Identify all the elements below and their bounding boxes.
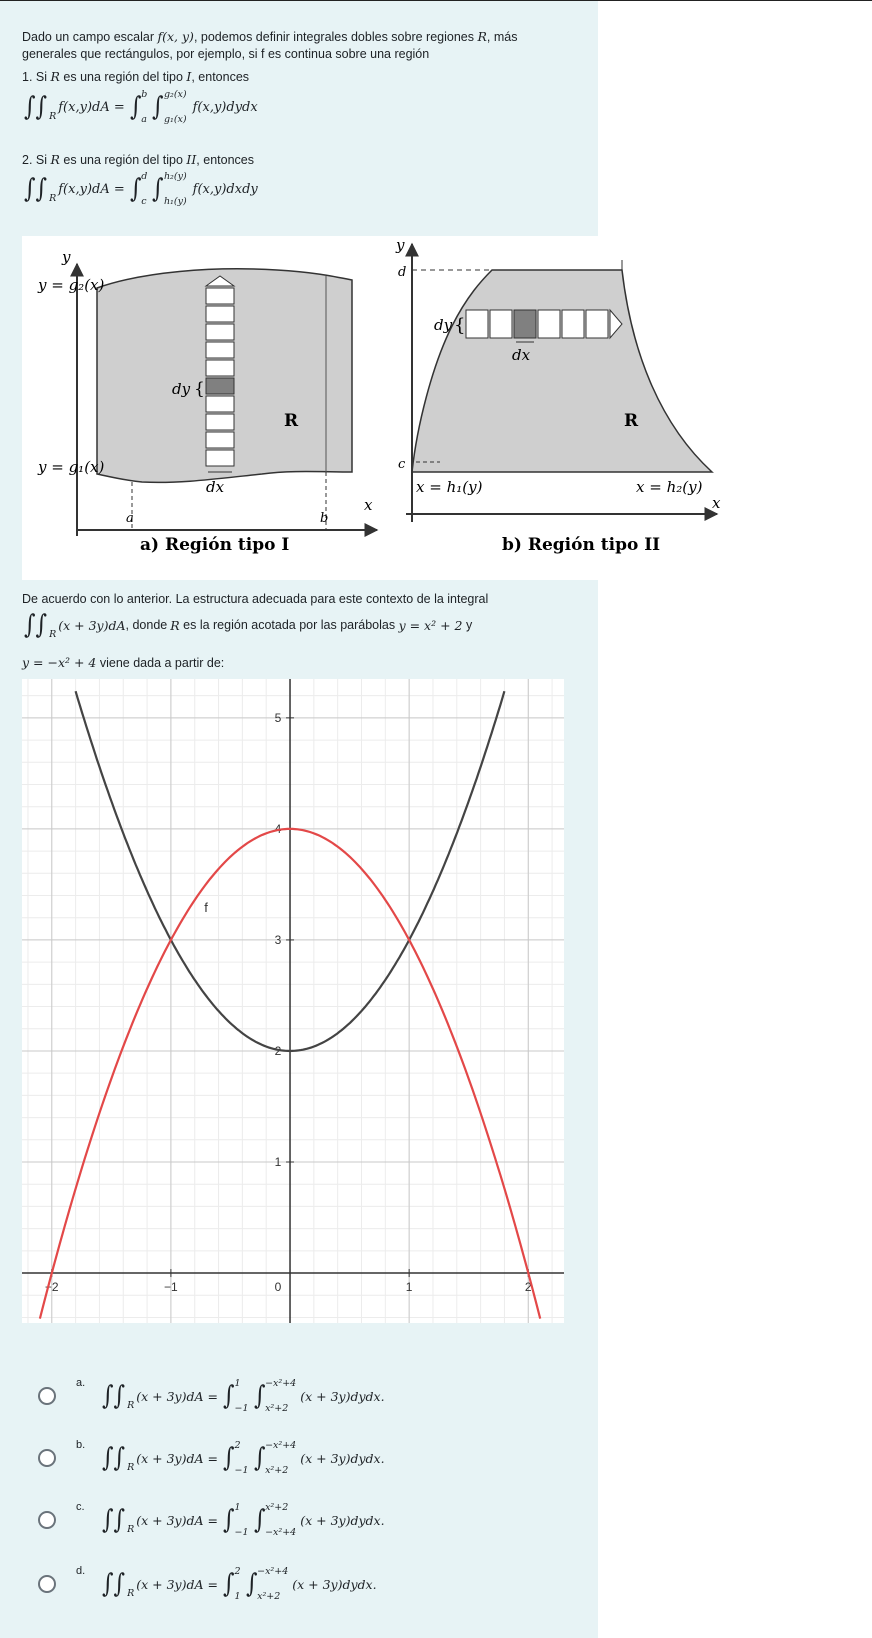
- lower-limit: x²+2: [257, 1591, 281, 1602]
- dx-label: dx: [206, 478, 225, 496]
- type2-formula: [22, 171, 258, 207]
- formula-integrand: f(x,y)dxdy: [192, 181, 258, 197]
- curve2: y = −x² + 4: [22, 655, 97, 670]
- upper-limit: 2: [234, 1566, 241, 1577]
- x-tick-label: −1: [164, 1280, 178, 1295]
- x-tick-label: 2: [524, 1280, 532, 1295]
- double-integral-icon: ∫∫: [102, 1569, 126, 1599]
- left-curve-label: x = h₁(y): [416, 478, 483, 496]
- option-formula: [100, 1378, 385, 1414]
- question-line-3: [22, 654, 224, 672]
- inner-limits: [265, 1440, 297, 1476]
- upper-limit: h₂(y): [163, 171, 187, 182]
- case-text: es una región del tipo: [59, 70, 187, 84]
- region-type: I: [186, 69, 192, 84]
- y-tick-label: 1: [274, 1155, 282, 1169]
- option-letter: c.: [76, 1501, 85, 1513]
- lower-limit: −1: [234, 1403, 249, 1414]
- question-text: , donde: [125, 618, 168, 632]
- outer-limits: [234, 1440, 249, 1476]
- case-text: 2. Si: [22, 153, 51, 167]
- type1-diagram: [37, 248, 377, 555]
- integral-subscript: R: [49, 110, 57, 122]
- b-label: b: [320, 511, 329, 526]
- upper-limit: 1: [234, 1502, 241, 1513]
- intro-line-1: [22, 28, 517, 46]
- outer-limits: [234, 1378, 249, 1414]
- c-label: c: [398, 457, 406, 472]
- formula-lhs: f(x,y)dA =: [58, 99, 125, 115]
- option-integrand: (x + 3y)dydx.: [292, 1576, 377, 1592]
- option-formula: [100, 1502, 385, 1538]
- intro-line-2: generales que rectángulos, por ejemplo, si f es continua sobre una región: [22, 47, 430, 61]
- region-diagrams: [22, 236, 790, 580]
- double-integral-icon: ∫∫: [24, 610, 48, 640]
- integral-icon: ∫: [253, 1443, 266, 1473]
- case1-text: [22, 68, 249, 86]
- integral-subscript: R: [49, 192, 57, 204]
- integral-icon: ∫: [253, 1505, 266, 1535]
- y-tick-label: 4: [274, 821, 282, 836]
- y-tick-label: 5: [274, 710, 282, 725]
- integral-icon: ∫: [152, 92, 164, 122]
- integral-icon: ∫: [222, 1381, 235, 1411]
- option-lhs: (x + 3y)dA =: [136, 1512, 218, 1528]
- right-curve-label: x = h₂(y): [636, 478, 703, 496]
- brace-icon: {: [454, 315, 466, 336]
- option-integrand: (x + 3y)dydx.: [300, 1388, 385, 1404]
- lower-limit: 1: [234, 1591, 241, 1602]
- upper-limit: −x²+4: [265, 1440, 297, 1451]
- x-axis-label: x: [712, 494, 721, 512]
- y-axis-label: y: [62, 248, 71, 266]
- caption-type1: a) Región tipo I: [140, 535, 290, 555]
- brace-icon: {: [194, 379, 205, 399]
- region-diagrams-svg: [22, 236, 790, 580]
- x-tick-label: 0: [274, 1280, 282, 1295]
- y-tick-label: 2: [274, 1043, 282, 1058]
- case-text: es una región del tipo: [59, 153, 187, 167]
- question-text: es la región acotada por las parábolas: [179, 618, 399, 632]
- option-formula: [100, 1566, 377, 1602]
- intro-text: , podemos definir integrales dobles sobre regiones: [193, 30, 478, 44]
- option-lhs: (x + 3y)dA =: [136, 1576, 218, 1592]
- inner-limits: [163, 171, 187, 207]
- option-integrand: (x + 3y)dydx.: [300, 1450, 385, 1466]
- lower-limit: g₁(x): [163, 114, 187, 125]
- curve1: y = x² + 2: [398, 617, 463, 633]
- integral-subscript: R: [127, 1523, 135, 1535]
- lower-limit: a: [141, 114, 147, 125]
- radio-button[interactable]: [38, 1449, 56, 1467]
- option-formula: [100, 1440, 385, 1476]
- option-integrand: (x + 3y)dydx.: [300, 1512, 385, 1528]
- dy-label: dy: [172, 380, 191, 398]
- option-letter: d.: [76, 1565, 86, 1577]
- x-tick-label: 1: [405, 1280, 413, 1295]
- answer-option[interactable]: [38, 1439, 558, 1476]
- top-curve-label: y = g₂(x): [38, 276, 105, 294]
- region-label: R: [624, 411, 639, 431]
- integral-subscript: R: [127, 1587, 135, 1599]
- region-symbol: R: [50, 69, 60, 84]
- integral-icon: ∫: [129, 174, 142, 204]
- outer-limits: [234, 1566, 241, 1602]
- option-letter: a.: [76, 1377, 86, 1389]
- double-integral-icon: ∫∫: [102, 1443, 126, 1473]
- intro-text: Dado un campo escalar: [22, 30, 158, 44]
- scalar-field: f(x, y): [157, 29, 194, 44]
- lower-limit: −x²+4: [265, 1527, 297, 1538]
- parabola-graph: [22, 679, 564, 1323]
- lower-limit: x²+2: [265, 1465, 289, 1476]
- d-label: d: [398, 265, 407, 280]
- option-lhs: (x + 3y)dA =: [136, 1450, 218, 1466]
- integral-subscript: R: [127, 1399, 135, 1411]
- outer-limits: [234, 1502, 249, 1538]
- inner-limits: [257, 1566, 289, 1602]
- lower-limit: −1: [234, 1527, 249, 1538]
- integrand: (x + 3y)dA: [58, 617, 126, 633]
- formula-lhs: f(x,y)dA =: [58, 181, 125, 197]
- region-R: [412, 270, 712, 472]
- graph-svg: [22, 679, 564, 1323]
- region-symbol: R: [477, 29, 487, 44]
- double-integral-icon: ∫∫: [102, 1505, 126, 1535]
- upper-limit: g₂(x): [163, 89, 187, 100]
- integral-icon: ∫: [253, 1381, 266, 1411]
- x-tick-label: −2: [44, 1280, 59, 1295]
- upper-limit: b: [141, 89, 148, 100]
- inner-limits: [265, 1502, 297, 1538]
- type2-diagram: [395, 236, 721, 555]
- case-text: , entonces: [196, 153, 254, 167]
- double-integral-icon: ∫∫: [24, 174, 48, 204]
- region-symbol: R: [50, 152, 60, 167]
- x-axis-label: x: [364, 496, 373, 514]
- question-line-1: De acuerdo con lo anterior. La estructura adecuada para este contexto de la integral: [22, 592, 489, 606]
- dy-label: dy: [434, 316, 453, 334]
- a-label: a: [126, 511, 134, 526]
- lower-limit: h₁(y): [163, 196, 187, 207]
- upper-limit: d: [141, 171, 148, 182]
- upper-limit: 2: [234, 1440, 241, 1451]
- outer-limits: [141, 171, 148, 207]
- region-type: II: [186, 152, 197, 167]
- option-letter: b.: [76, 1439, 86, 1451]
- answer-option[interactable]: [38, 1501, 558, 1538]
- dx-label: dx: [512, 346, 531, 364]
- region-symbol: R: [170, 617, 180, 633]
- question-text: viene dada a partir de:: [96, 656, 225, 670]
- integral-subscript: R: [127, 1461, 135, 1473]
- integral-icon: ∫: [129, 92, 142, 122]
- radio-button[interactable]: [38, 1387, 56, 1405]
- inner-limits: [163, 89, 187, 125]
- region-label: R: [284, 411, 299, 431]
- upper-limit: −x²+4: [257, 1566, 289, 1577]
- integral-icon: ∫: [245, 1569, 258, 1599]
- case-text: 1. Si: [22, 70, 51, 84]
- formula-integrand: f(x,y)dydx: [192, 99, 258, 115]
- y-axis-label: y: [396, 236, 405, 254]
- type1-formula: [22, 89, 258, 125]
- double-integral-icon: ∫∫: [102, 1381, 126, 1411]
- bottom-curve-label: y = g₁(x): [38, 458, 105, 476]
- case-text: , entonces: [191, 70, 250, 84]
- radio-button[interactable]: [38, 1511, 56, 1529]
- double-integral-icon: ∫∫: [24, 92, 48, 122]
- curve-annotation: f: [204, 900, 208, 916]
- inner-limits: [265, 1378, 297, 1414]
- upper-limit: −x²+4: [265, 1378, 297, 1389]
- radio-button[interactable]: [38, 1575, 56, 1593]
- integral-icon: ∫: [152, 174, 164, 204]
- upper-limit: 1: [234, 1378, 241, 1389]
- question-line-2: [22, 612, 472, 638]
- caption-type2: b) Región tipo II: [502, 535, 661, 555]
- answer-option[interactable]: [38, 1565, 558, 1602]
- lower-limit: −1: [234, 1465, 249, 1476]
- integral-subscript: R: [49, 628, 57, 640]
- outer-limits: [141, 89, 148, 125]
- lower-limit: x²+2: [265, 1403, 289, 1414]
- intro-text: , más: [486, 30, 518, 44]
- integral-icon: ∫: [222, 1505, 235, 1535]
- option-lhs: (x + 3y)dA =: [136, 1388, 218, 1404]
- integral-icon: ∫: [222, 1569, 235, 1599]
- answer-option[interactable]: [38, 1377, 558, 1414]
- lower-limit: c: [141, 196, 147, 207]
- question-text: y: [462, 618, 473, 632]
- case2-text: [22, 151, 254, 169]
- y-tick-label: 3: [274, 932, 282, 947]
- integral-icon: ∫: [222, 1443, 235, 1473]
- upper-limit: x²+2: [265, 1502, 289, 1513]
